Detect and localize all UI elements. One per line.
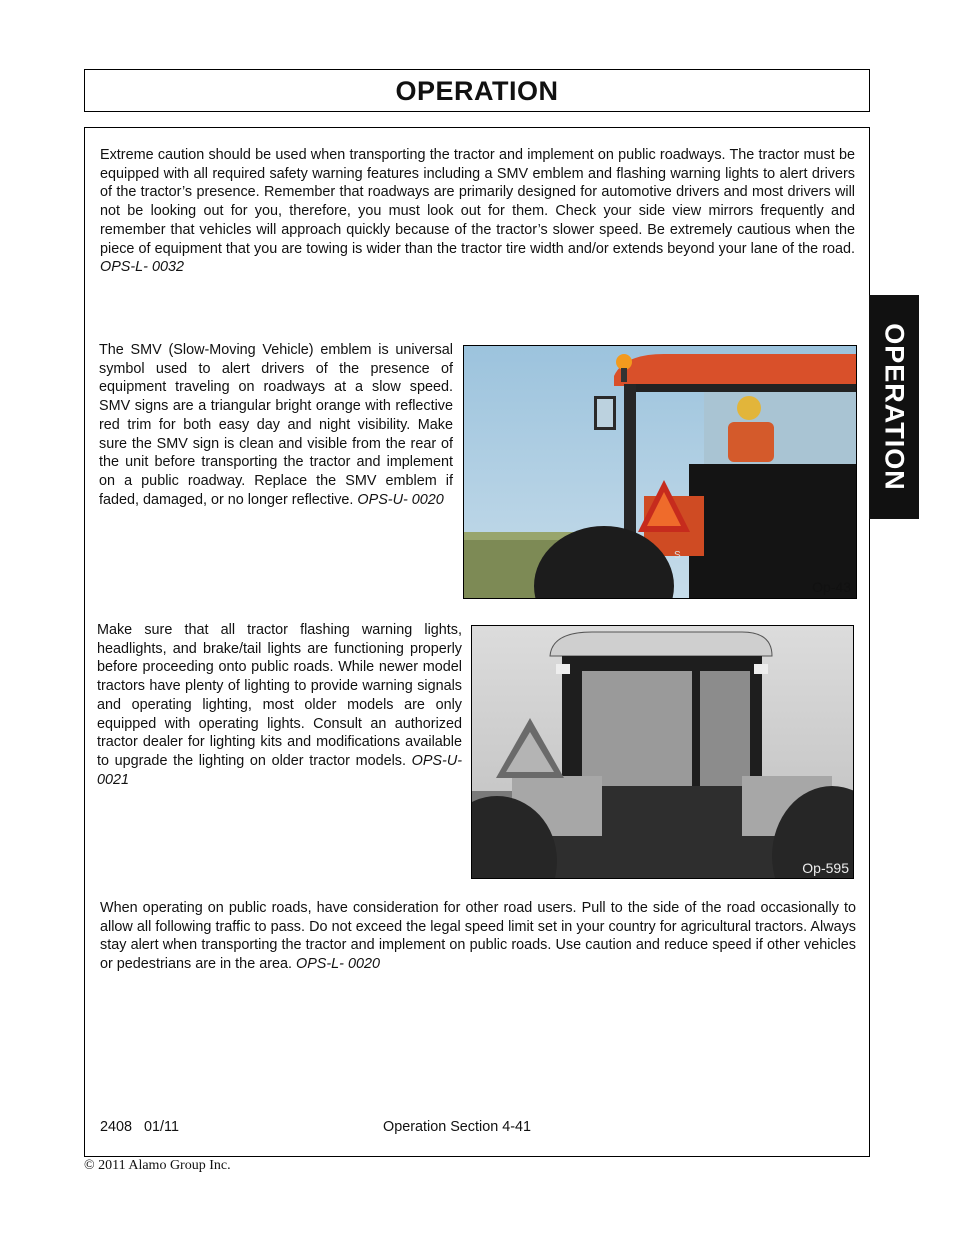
footer-doc-number: 2408 01/11 — [100, 1119, 179, 1135]
warning-lights-paragraph — [97, 621, 462, 789]
section-tab-label: OPERATION — [879, 323, 910, 491]
paragraph-text: When operating on public roads, have consideration for other road users. Pull to the side of the road occasionally to allow all following traffic to pass. Do not exceed the legal speed limit set in your country for agricultural tractors. Always stay alert when transporting the tractor and implement on public roads. Use caution and reduce speed if other vehicles or pedestrians are in the area. — [100, 900, 856, 973]
tractor-smv-photo — [463, 345, 857, 599]
paragraph-text: Make sure that all tractor flashing warning lights, headlights, and brake/tail lights are functioning properly before proceeding onto public roads. While newer model tractors have plenty of lighting to provide warning signals and operating lighting, most older models are only equipped with operating lights. Consult an authorized tractor dealer for lighting kits and modifications available to upgrade the lighting on older tractor models. — [97, 622, 462, 769]
copyright-notice: © 2011 Alamo Group Inc. — [84, 1158, 231, 1173]
roadway-caution-paragraph — [100, 146, 855, 277]
ops-code: OPS-L- 0020 — [296, 956, 380, 973]
figure-label: Op-43 — [812, 579, 851, 595]
ops-code: OPS-L- 0032 — [100, 259, 184, 276]
public-roads-paragraph — [100, 899, 856, 974]
page-title: OPERATION — [395, 76, 559, 106]
paragraph-text: The SMV (Slow-Moving Vehicle) emblem is universal symbol used to alert drivers of the presence of equipment traveling on roadways at a slow speed. SMV signs are a triangular bright orange with reflective red trim for both easy day and night visibility. Make sure the SMV sign is clean and visible from the rear of the unit before transporting the tractor and implement on a public roadway. Replace the SMV emblem if faded, damaged, or no longer reflective. — [99, 342, 453, 508]
placeholder-text: S — [674, 550, 681, 561]
figure-label: Op-595 — [802, 860, 849, 876]
page-header — [84, 69, 870, 112]
smv-emblem-paragraph — [99, 341, 453, 509]
section-tab — [869, 295, 919, 519]
tractor-lights-photo — [471, 625, 854, 879]
ops-code: OPS-U- 0020 — [357, 491, 444, 508]
footer-section: Operation Section 4-41 — [383, 1119, 531, 1135]
ops-code: OPS-U- 0021 — [97, 752, 463, 788]
paragraph-text: Extreme caution should be used when transporting the tractor and implement on public roadways. The tractor must be equipped with all required safety warning features including a SMV emblem and flashing warning lights to alert drivers of the tractor’s presence. Remember that roadways are primarily designed for automotive drivers and most drivers will not be looking out for you, therefore, you must look out for them. Check your side view mirrors frequently and remember that vehicles will approach quickly because of the tractor’s slower speed. Be extremely cautious when the piece of equipment that you are towing is wider than the tractor tire width and/or extends beyond your lane of the road. — [100, 147, 855, 257]
